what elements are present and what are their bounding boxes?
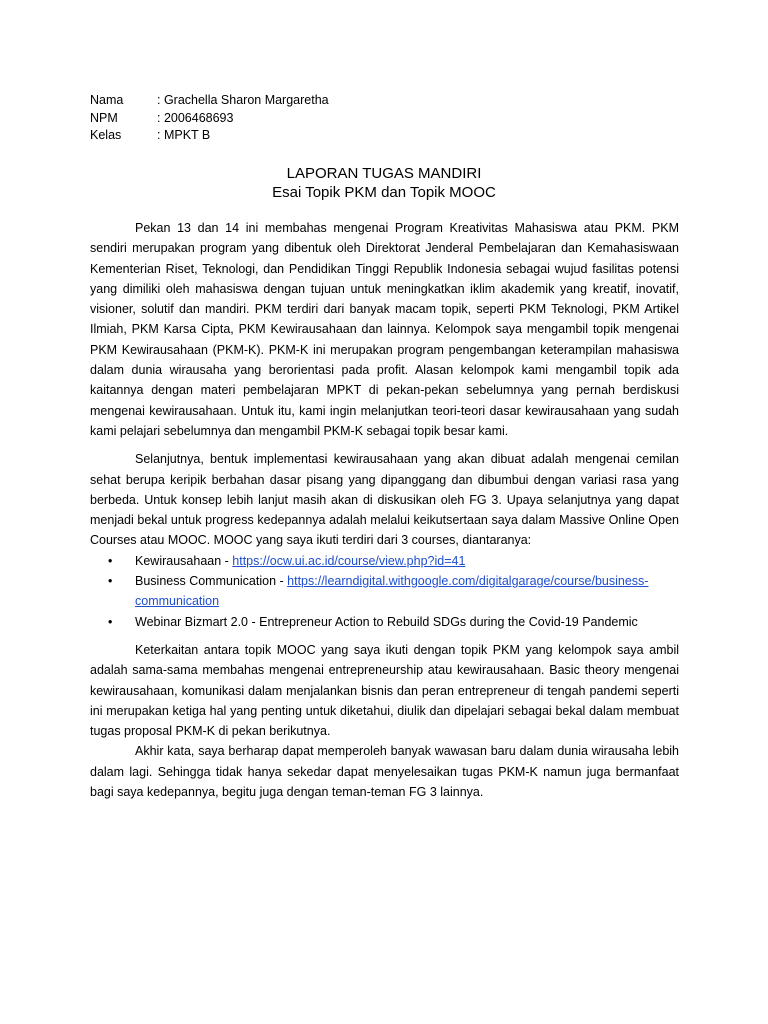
paragraph-3: Keterkaitan antara topik MOOC yang saya ikuti dengan topik PKM yang kelompok saya ambil adalah sama-sama membahas mengenai entrepreneurship atau kewirausahaan. Basic theory mengenai kewirausahaan, komunikasi dalam menjalankan bisnis dan peran entrepreneur di tengah pandemi seperti ini merupakan ketiga hal yang penting untuk diketahui, diulik dan dipelajari sebagai bekal dalam membuat tugas proposal PKM-K di pekan berikutnya.: [90, 642, 679, 739]
name-label: Nama: [90, 93, 124, 107]
document-title: LAPORAN TUGAS MANDIRI: [286, 165, 482, 182]
essay-body: [90, 218, 679, 802]
name-value: : Grachella Sharon Margaretha: [157, 93, 329, 107]
bullet-icon: •: [108, 574, 113, 589]
course-2-link[interactable]: https://learndigital.withgoogle.com/digitalgarage/course/business-communication: [135, 574, 649, 609]
class-label: Kelas: [90, 128, 122, 142]
course-2-label: Business Communication -: [135, 574, 288, 589]
course-1-link[interactable]: https://ocw.ui.ac.id/course/view.php?id=41: [232, 553, 466, 568]
student-identity: [90, 92, 329, 145]
npm-label: NPM: [90, 110, 118, 125]
class-value: : MPKT B: [157, 128, 211, 142]
identity-row-name: [90, 92, 329, 110]
course-item-3: [108, 612, 679, 632]
course-item-2: [108, 571, 679, 612]
course-list: [90, 551, 679, 632]
bullet-icon: •: [108, 553, 113, 568]
npm-value: : 2006468693: [157, 110, 234, 125]
identity-row-npm: [90, 110, 329, 128]
bullet-icon: •: [108, 614, 113, 629]
identity-row-class: [90, 127, 329, 145]
paragraph-1: Pekan 13 dan 14 ini membahas mengenai Program Kreativitas Mahasiswa atau PKM. PKM sendiri merupakan program yang dibentuk oleh Direktorat Jenderal Pembelajaran dan Kemahasiswaan Kementerian Riset, Teknologi, dan Pendidikan Tinggi Republik Indonesia sebagai wujud fasilitas potensi yang dimiliki oleh mahasiswa dengan tujuan untuk meningkatkan iklim akademik yang kreatif, inovatif, visioner, solutif dan mandiri. PKM terdiri dari banyak macam topik, seperti PKM Teknologi, PKM Artikel Ilmiah, PKM Karsa Cipta, PKM Kewirausahaan dan lainnya. Kelompok saya mengambil topik mengenai PKM Kewirausahaan (PKM-K). PKM-K ini merupakan program pengembangan keterampilan mahasiswa dalam dunia wirausaha yang berorientasi pada profit. Alasan kelompok kami mengambil topik ada kaitannya dengan materi pembelajaran MPKT di pekan-pekan sebelumnya yang pernah berdiskusi mengenai kewirausahaan. Untuk itu, kami ingin melanjutkan teori-teori dasar kewirausahaan yang sudah kami pelajari sebelumnya dan mengambil PKM-K sebagai topik besar kami.: [90, 221, 679, 438]
document-subtitle: Esai Topik PKM dan Topik MOOC: [272, 184, 496, 201]
course-3-label: Webinar Bizmart 2.0 - Entrepreneur Action to Rebuild SDGs during the Covid-19 Pandemic: [135, 614, 638, 629]
paragraph-4: Akhir kata, saya berharap dapat memperoleh banyak wawasan baru dalam dunia wirausaha lebih dalam lagi. Sehingga tidak hanya sekedar dapat menyelesaikan tugas PKM-K namun juga bermanfaat bagi saya kedepannya, begitu juga dengan teman-teman FG 3 lainnya.: [90, 744, 679, 800]
course-item-1: [108, 551, 679, 571]
course-1-label: Kewirausahaan -: [135, 553, 233, 568]
document-heading: [0, 164, 768, 202]
paragraph-2: Selanjutnya, bentuk implementasi kewirausahaan yang akan dibuat adalah mengenai cemilan sehat berupa keripik berbahan dasar pisang yang dipanggang dan dibumbui dengan variasi rasa yang berbeda. Untuk konsep lebih lanjut masih akan di diskusikan oleh FG 3. Upaya selanjutnya yang dapat menjadi bekal untuk progress kedepannya adalah melalui keikutsertaan saya dalam Massive Online Open Courses atau MOOC. MOOC yang saya ikuti terdiri dari 3 courses, diantaranya:: [90, 452, 679, 548]
